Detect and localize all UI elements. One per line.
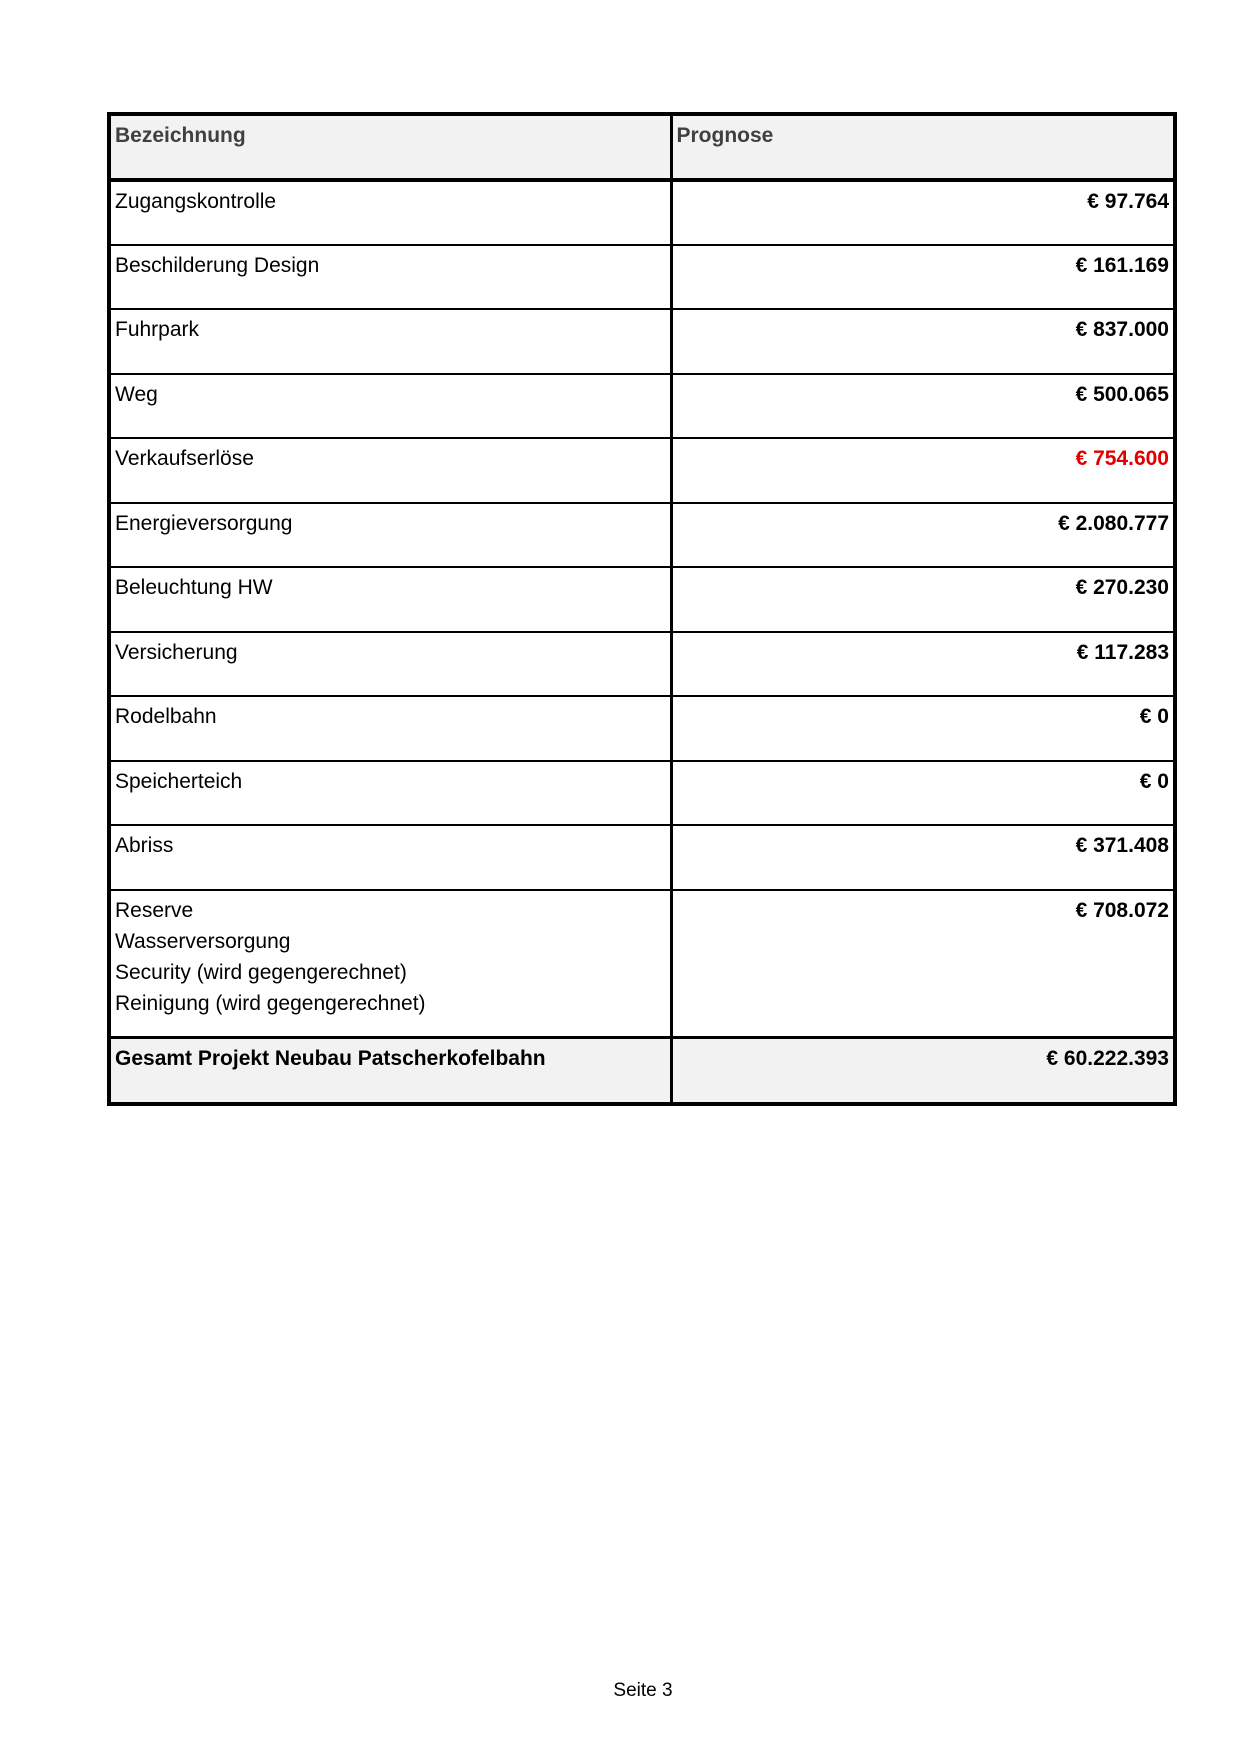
column-header-bezeichnung: Bezeichnung <box>109 114 671 180</box>
row-label: Beleuchtung HW <box>109 567 671 632</box>
row-label: Abriss <box>109 825 671 890</box>
row-value: € 117.283 <box>671 632 1175 697</box>
row-value: € 500.065 <box>671 374 1175 439</box>
reserve-line: Reinigung (wird gegengerechnet) <box>115 991 426 1015</box>
table-row <box>109 438 1175 503</box>
table-row <box>109 696 1175 761</box>
table-row <box>109 567 1175 632</box>
row-value: € 97.764 <box>671 180 1175 245</box>
table-total-row <box>109 1038 1175 1104</box>
row-value-negative: € 754.600 <box>671 438 1175 503</box>
row-label: Beschilderung Design <box>109 245 671 310</box>
row-value: € 837.000 <box>671 309 1175 374</box>
row-value: € 0 <box>671 696 1175 761</box>
table-header-row <box>109 114 1175 180</box>
row-label: Versicherung <box>109 632 671 697</box>
row-value: € 2.080.777 <box>671 503 1175 568</box>
row-label: Rodelbahn <box>109 696 671 761</box>
row-label: Verkaufserlöse <box>109 438 671 503</box>
row-label: Zugangskontrolle <box>109 180 671 245</box>
table-row <box>109 309 1175 374</box>
row-value: € 270.230 <box>671 567 1175 632</box>
table-row <box>109 632 1175 697</box>
table-row <box>109 761 1175 826</box>
reserve-line: Reserve <box>115 898 194 922</box>
page-number: Seite 3 <box>613 1680 673 1701</box>
row-label: Energieversorgung <box>109 503 671 568</box>
row-value: € 371.408 <box>671 825 1175 890</box>
total-label: Gesamt Projekt Neubau Patscherkofelbahn <box>109 1038 671 1104</box>
reserve-line: Wasserversorgung <box>115 929 291 953</box>
reserve-label-cell <box>109 890 671 1038</box>
row-value: € 161.169 <box>671 245 1175 310</box>
table-row <box>109 825 1175 890</box>
row-label: Speicherteich <box>109 761 671 826</box>
row-label: Fuhrpark <box>109 309 671 374</box>
cost-forecast-table <box>107 112 1177 1106</box>
row-value: € 0 <box>671 761 1175 826</box>
table-row <box>109 245 1175 310</box>
table-row-reserve <box>109 890 1175 1038</box>
reserve-line: Security (wird gegengerechnet) <box>115 960 407 984</box>
column-header-prognose: Prognose <box>671 114 1175 180</box>
total-value: € 60.222.393 <box>671 1038 1175 1104</box>
row-label: Weg <box>109 374 671 439</box>
reserve-value: € 708.072 <box>671 890 1175 1038</box>
table-row <box>109 374 1175 439</box>
table-row <box>109 503 1175 568</box>
table-row <box>109 180 1175 245</box>
